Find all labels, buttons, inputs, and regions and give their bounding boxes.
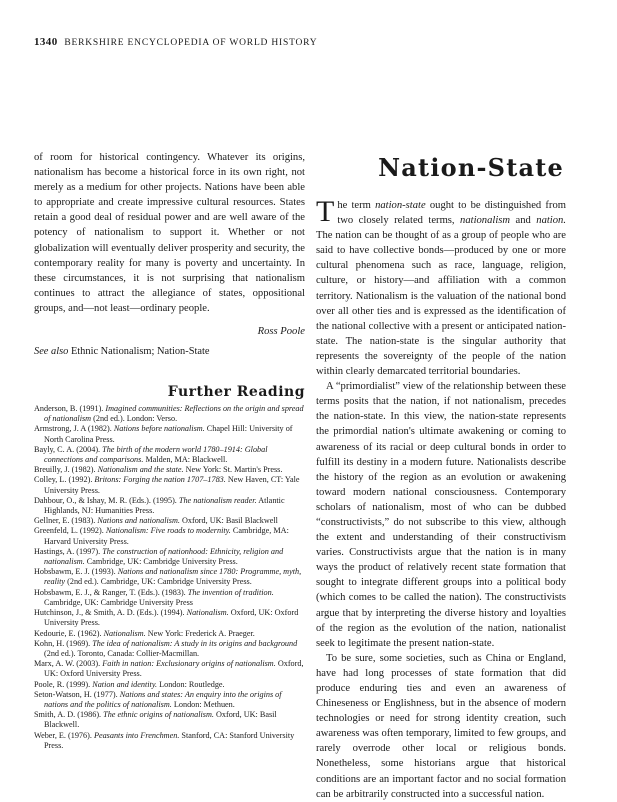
reference-publisher: New Haven, CT: Yale University Press. [44,475,300,495]
reference-title: Nationalism. [186,608,229,618]
intro-text-c: and [510,215,537,227]
reference-item [34,608,305,628]
see-also [34,346,305,357]
reference-title: Faith in nation: Exclusionary origins of nationalism. [102,659,276,669]
reference-title: Nation and identity. [92,679,158,689]
term-nationalism: nationalism [460,215,511,227]
reference-author: Gellner, E. (1983). [34,516,98,526]
reference-author: Marx, A. W. (2003). [34,659,103,669]
reference-author: Breuilly, J. (1982). [34,465,98,475]
reference-title: Nations and nationalism. [97,516,180,526]
reference-author: Poole, R. (1999). [34,679,93,689]
reference-item [34,588,305,608]
running-title: BERKSHIRE ENCYCLOPEDIA OF WORLD HISTORY [64,38,318,48]
reference-author: Smith, A. D. (1986). [34,710,104,720]
reference-item [34,690,305,710]
reference-publisher: (2nd ed.). London: Verso. [91,414,178,424]
reference-item [34,445,305,465]
reference-item [34,475,305,495]
reference-title: Nationalism. [103,628,146,638]
reference-author: Greenfeld, L. (1992). [34,526,106,536]
reference-publisher: Oxford, UK: Oxford University Press. [44,659,304,679]
reference-author: Kohn, H. (1969). [34,638,93,648]
intro-text-b: ought to be distinguished from two closely related terms, [337,200,566,227]
primordialist-paragraph: A “primordialist” view of the relationship between these terms posits that the nation, if not nationalism, precedes the nation-state. In this view, the nation-state represents the primordial nation's ultimate awakening or coming to awareness of its racial or deep cultural bonds in order to fulfill its destiny in a modern future. Nationalists describe the history of the region as an evolution or awakening toward modern national consciousness. Contemporary scholars of nationalism, most of who can be dubbed “constructivists,” do not subscribe to this view, although the extent and understanding of their constructivism varies. Constructivists argue that the nation is in many ways the product of relatively recent state formation that sought to integrate different groups into a political body (which comes to be called the nation). The constructivists argue that by interpreting the diverse history and loyalties of the region as the evolution of the nation, nationalist seek to legitimate the present nation-state. [316,381,566,649]
term-nation-state: nation-state [375,200,426,211]
see-also-label: See also [34,346,69,358]
reference-item [34,659,305,679]
reference-author: Hobsbawm, E. J., & Ranger, T. (Eds.). (1983). [34,587,188,597]
reference-publisher: London: Methuen. [171,699,235,709]
reference-author: Hutchinson, J., & Smith, A. D. (Eds.). (1994). [34,608,187,618]
reference-item [34,526,305,546]
reference-author: Armstrong, J. A (1982). [34,424,114,434]
state-formation-paragraph: To be sure, some societies, such as China or England, have had long processes of state formation that did produce enduring ties and even an awareness of Chineseness or Englishness, but in the absence of modern technologies or need for strong identity creation, such awareness was often temporary, limited to few groups, and rarely overrode other local or religious bonds. Nonetheless, some historians argue that historical conditions are an important factor and no social formation can be arbitrarily constructed into a successful nation. [316,652,566,800]
reference-publisher: Cambridge, UK: Cambridge University Press. [84,557,238,567]
article-author: Ross Poole [257,326,305,338]
continuation-paragraph: of room for historical contingency. Whatever its origins, nationalism has become a historical force in its own right, not merely as a medium for other projects. Nations have been able to appropriate and create impressive cultural resources. States retain a good deal of residual power and are well aware of the potency of nationalism to support it. Whether or not globalization will eventually deliver prosperity and security, the contemporary reality for many is poverty and uncertainty. In these circumstances, it is not surprising that nationalism continues to attract the allegiance of states, oppositional groups, and—not least—ordinary people. [34,152,305,314]
reference-item [34,629,305,639]
reference-item [34,567,305,587]
reference-item [34,496,305,516]
reference-title: The invention of tradition. [187,587,274,597]
reference-title: The construction of nationhood: Ethnicity, religion and nationalism. [44,546,284,567]
reference-author: Colley, L. (1992). [34,475,95,485]
reference-item [34,639,305,659]
reference-publisher: New York: St. Martin's Press. [183,465,283,475]
further-reading-heading: Further Reading [167,384,305,401]
reference-title: Nations and states: An enquiry into the origins of nations and the politics of nationalism. [44,689,282,709]
reference-publisher: Oxford, UK: Basil Blackwell. [44,710,277,730]
reference-item [34,404,305,424]
right-column [316,150,566,802]
reference-item [34,731,305,751]
drop-cap: T [316,195,335,228]
reference-item [34,547,305,567]
reference-title: Peasants into Frenchmen. [93,730,180,740]
reference-publisher: Malden, MA: Blackwell. [143,455,228,465]
reference-author: Bayly, C. A. (2004). [34,444,103,454]
reference-publisher: (2nd ed.). Toronto, Canada: Collier-Macmillan. [44,648,200,658]
reference-author: Weber, E. (1976). [34,730,94,740]
reference-publisher: Cambridge, UK: Cambridge University Press [44,597,193,607]
reference-publisher: Oxford, UK: Oxford University Press. [44,608,299,628]
reference-publisher: London: Routledge. [157,679,225,689]
intro-text-a: he term [337,200,376,211]
reference-title: Nations and nationalism since 1780: Programme, myth, reality [44,567,302,587]
reference-author: Hobsbawm, E. J. (1993). [34,567,118,577]
reference-title: The nationalism reader. [178,495,257,505]
reference-title: Britons: Forging the nation 1707–1783. [94,475,226,485]
reference-author: Seton-Watson, H. (1977). [34,689,120,699]
reference-item [34,710,305,730]
intro-text-d: The nation can be thought of as a group of people who are said to have collective bonds—produced by one or more cultural phenomena such as race, language, religion, culture, or history—and affiliation with a common territory. Nationalism is the valuation of the national bond over all other ties and is expressed as the identification of the national collective with a present or anticipated nation-state. The nation-state is the singular authority that represents the sovereignty of the people of the nation within clearly demarcated territorial boundaries. [316,230,566,378]
reference-author: Anderson, B. (1991). [34,404,106,414]
reference-publisher: New York: Frederick A. Praeger. [145,628,255,638]
running-header [34,36,317,48]
reference-publisher: Chapel Hill: University of North Carolina Press. [44,424,293,444]
term-nation: nation. [536,215,566,227]
reference-publisher: (2nd ed.). Cambridge, UK: Cambridge University Press. [65,577,252,587]
reference-publisher: Oxford, UK: Basil Blackwell [179,516,278,526]
reference-item [34,465,305,475]
reference-publisher: Atlantic Highlands, NJ: Humanities Press. [44,495,285,516]
left-column [34,150,305,751]
reference-author: Kedourie, E. (1962). [34,628,104,638]
reference-publisher: Cambridge, MA: Harvard University Press. [44,526,289,546]
reference-item [34,424,305,444]
article-title: Nation-State [378,153,564,182]
reference-item [34,680,305,690]
see-also-links[interactable]: Ethnic Nationalism; Nation-State [70,346,210,358]
page-number: 1340 [34,36,58,48]
reference-list [34,404,305,751]
reference-item [34,516,305,526]
reference-title: The idea of nationalism: A study in its origins and background [92,638,298,648]
reference-title: The birth of the modern world 1780–1914: Global connections and comparisons. [44,444,268,465]
reference-title: Nations before nationalism. [113,424,205,434]
reference-author: Dahbour, O., & Ishay, M. R. (Eds.). (1995). [34,495,179,505]
reference-title: Imagined communities: Reflections on the origin and spread of nationalism [44,404,304,424]
reference-title: Nationalism: Five roads to modernity. [105,526,231,536]
reference-title: The ethnic origins of nationalism. [103,710,214,720]
reference-publisher: Stanford, CA: Stanford University Press. [44,730,295,750]
reference-title: Nationalism and the state. [97,465,184,475]
reference-author: Hastings, A. (1997). [34,546,103,556]
intro-paragraph [316,195,566,379]
